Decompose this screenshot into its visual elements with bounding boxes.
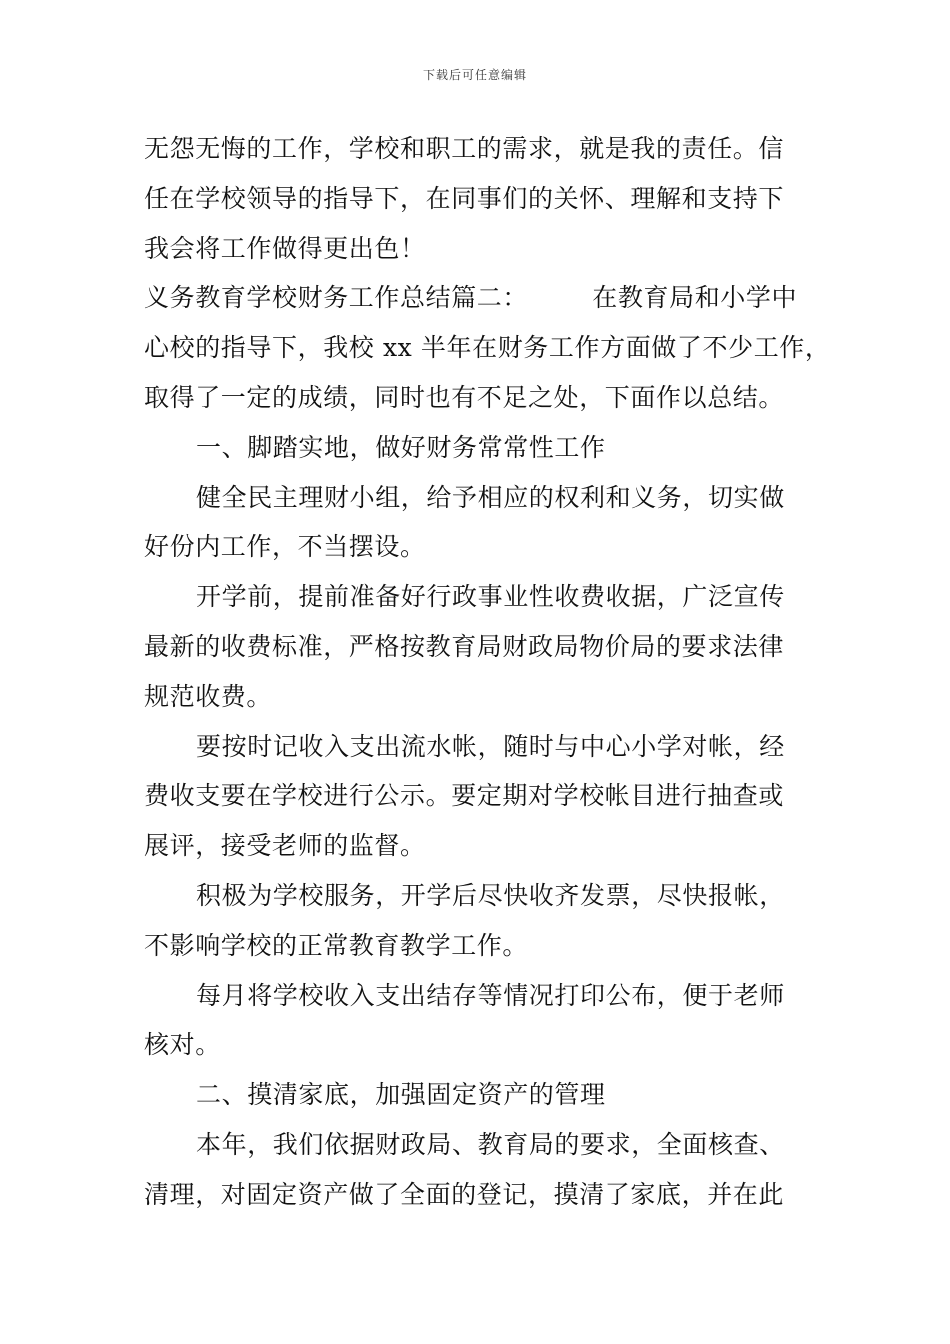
section-heading-1: 一、脚踏实地，做好财务常常性工作 (196, 432, 606, 462)
document-body (144, 124, 831, 1220)
text-line: 清理，对固定资产做了全面的登记，摸清了家底，并在此 (144, 1179, 785, 1209)
text-line: 心校的指导下，我校 xx 半年在财务工作方面做了不少工作， (144, 333, 831, 363)
paragraph-start: 积极为学校服务，开学后尽快收齐发票，尽快报帐， (196, 880, 785, 910)
section-title-line: 义务教育学校财务工作总结篇二： 在教育局和小学中 (144, 283, 798, 313)
download-edit-note: 下载后可任意编辑 (422, 68, 527, 82)
paragraph-start: 本年，我们依据财政局、教育局的要求，全面核查、 (196, 1129, 785, 1159)
text-line: 任在学校领导的指导下，在同事们的关怀、理解和支持下 (144, 183, 785, 213)
paragraph-start: 开学前，提前准备好行政事业性收费收据，广泛宣传 (196, 582, 785, 612)
text-line: 好份内工作，不当摆设。 (144, 532, 426, 562)
text-line: 取得了一定的成绩，同时也有不足之处，下面作以总结。 (144, 382, 785, 412)
text-line: 展评，接受老师的监督。 (144, 831, 426, 861)
paragraph-start: 要按时记收入支出流水帐，随时与中心小学对帐，经 (196, 731, 785, 761)
paragraph-start: 健全民主理财小组，给予相应的权利和义务，切实做 (196, 482, 785, 512)
text-line: 最新的收费标准，严格按教育局财政局物价局的要求法律 (144, 631, 785, 661)
text-line: 不影响学校的正常教育教学工作。 (144, 930, 529, 960)
text-line: 规范收费。 (144, 681, 273, 711)
text-line: 我会将工作做得更出色！ (144, 233, 426, 263)
paragraph-start: 每月将学校收入支出结存等情况打印公布，便于老师 (196, 980, 785, 1010)
text-line: 费收支要在学校进行公示。要定期对学校帐目进行抽查或 (144, 781, 785, 811)
section-heading-2: 二、摸清家底，加强固定资产的管理 (196, 1080, 606, 1110)
text-line: 核对。 (144, 1030, 221, 1060)
text-line: 无怨无悔的工作，学校和职工的需求，就是我的责任。信 (144, 134, 785, 163)
